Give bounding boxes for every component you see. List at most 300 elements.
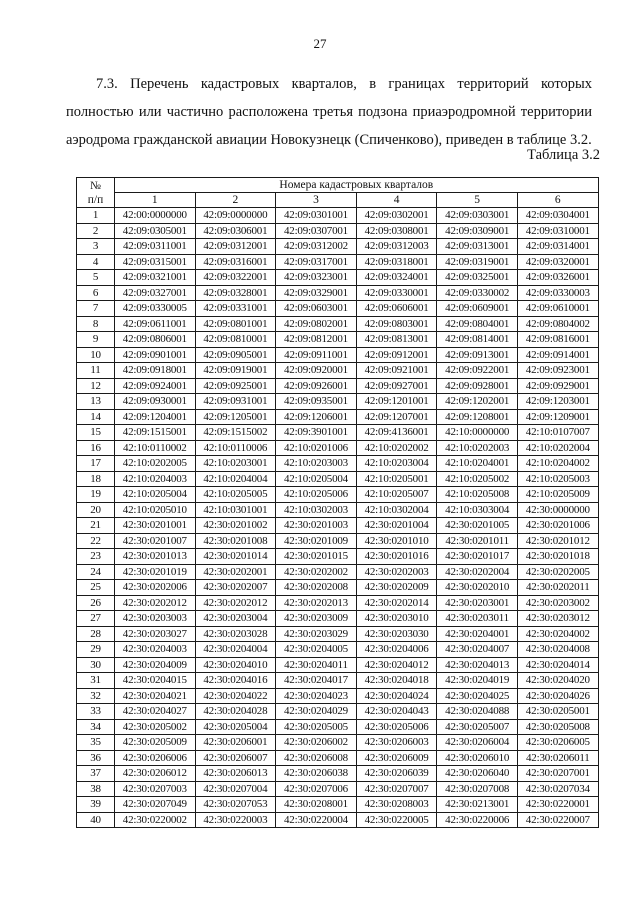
cadastral-number-cell: 42:10:0204003 xyxy=(115,471,196,487)
cadastral-number-cell: 42:30:0201001 xyxy=(115,518,196,534)
row-number-cell: 10 xyxy=(77,347,115,363)
table-row xyxy=(77,657,599,673)
cadastral-number-cell: 42:30:0203027 xyxy=(115,626,196,642)
cadastral-number-cell: 42:30:0202006 xyxy=(115,580,196,596)
cadastral-number-cell: 42:30:0201017 xyxy=(437,549,518,565)
cadastral-number-cell: 42:30:0201006 xyxy=(517,518,598,534)
cadastral-number-cell: 42:30:0204029 xyxy=(276,704,357,720)
cadastral-number-cell: 42:30:0203002 xyxy=(517,595,598,611)
cadastral-number-cell: 42:30:0205008 xyxy=(517,719,598,735)
cadastral-number-cell: 42:30:0205006 xyxy=(356,719,437,735)
row-number-cell: 29 xyxy=(77,642,115,658)
table-row xyxy=(77,347,599,363)
table-row xyxy=(77,766,599,782)
cadastral-number-cell: 42:09:0920001 xyxy=(276,363,357,379)
cadastral-number-cell: 42:09:0324001 xyxy=(356,270,437,286)
cadastral-number-cell: 42:09:0930001 xyxy=(115,394,196,410)
header-number-column xyxy=(77,178,115,208)
cadastral-number-cell: 42:30:0205007 xyxy=(437,719,518,735)
cadastral-number-cell: 42:30:0201014 xyxy=(195,549,276,565)
table-row xyxy=(77,409,599,425)
row-number-cell: 22 xyxy=(77,533,115,549)
cadastral-number-cell: 42:09:0812001 xyxy=(276,332,357,348)
cadastral-number-cell: 42:10:0110006 xyxy=(195,440,276,456)
table-row xyxy=(77,688,599,704)
cadastral-number-cell: 42:09:0306001 xyxy=(195,223,276,239)
cadastral-number-cell: 42:10:0205004 xyxy=(115,487,196,503)
cadastral-number-cell: 42:09:0922001 xyxy=(437,363,518,379)
cadastral-number-cell: 42:00:0000000 xyxy=(115,208,196,224)
cadastral-number-cell: 42:30:0203010 xyxy=(356,611,437,627)
cadastral-number-cell: 42:30:0204023 xyxy=(276,688,357,704)
cadastral-number-cell: 42:30:0205005 xyxy=(276,719,357,735)
cadastral-number-cell: 42:30:0201015 xyxy=(276,549,357,565)
cadastral-number-cell: 42:09:0315001 xyxy=(115,254,196,270)
column-number-header: 6 xyxy=(517,193,598,208)
row-number-cell: 33 xyxy=(77,704,115,720)
cadastral-number-cell: 42:09:0905001 xyxy=(195,347,276,363)
cadastral-number-cell: 42:09:0314001 xyxy=(517,239,598,255)
table-row xyxy=(77,285,599,301)
table-row xyxy=(77,363,599,379)
cadastral-number-cell: 42:10:0205009 xyxy=(517,487,598,503)
cadastral-number-cell: 42:30:0203030 xyxy=(356,626,437,642)
cadastral-number-cell: 42:30:0201009 xyxy=(276,533,357,549)
cadastral-number-cell: 42:09:0302001 xyxy=(356,208,437,224)
cadastral-number-cell: 42:09:0928001 xyxy=(437,378,518,394)
table-row xyxy=(77,564,599,580)
table-row xyxy=(77,378,599,394)
row-number-cell: 34 xyxy=(77,719,115,735)
cadastral-number-cell: 42:30:0204007 xyxy=(437,642,518,658)
cadastral-number-cell: 42:10:0202004 xyxy=(517,440,598,456)
cadastral-number-cell: 42:30:0204021 xyxy=(115,688,196,704)
cadastral-number-cell: 42:10:0301001 xyxy=(195,502,276,518)
cadastral-number-cell: 42:09:0318001 xyxy=(356,254,437,270)
cadastral-number-cell: 42:30:0207034 xyxy=(517,781,598,797)
cadastral-number-cell: 42:30:0220004 xyxy=(276,812,357,828)
cadastral-number-cell: 42:10:0203004 xyxy=(356,456,437,472)
cadastral-number-cell: 42:30:0204010 xyxy=(195,657,276,673)
cadastral-number-cell: 42:09:1209001 xyxy=(517,409,598,425)
cadastral-number-cell: 42:30:0203009 xyxy=(276,611,357,627)
cadastral-number-cell: 42:30:0201007 xyxy=(115,533,196,549)
cadastral-number-cell: 42:10:0203003 xyxy=(276,456,357,472)
table-row xyxy=(77,812,599,828)
row-number-cell: 8 xyxy=(77,316,115,332)
cadastral-number-cell: 42:30:0201010 xyxy=(356,533,437,549)
cadastral-number-cell: 42:30:0205002 xyxy=(115,719,196,735)
cadastral-number-cell: 42:30:0207006 xyxy=(276,781,357,797)
table-row xyxy=(77,595,599,611)
cadastral-number-cell: 42:30:0206012 xyxy=(115,766,196,782)
cadastral-number-cell: 42:30:0220006 xyxy=(437,812,518,828)
cadastral-number-cell: 42:09:0802001 xyxy=(276,316,357,332)
row-number-cell: 2 xyxy=(77,223,115,239)
cadastral-number-cell: 42:09:0926001 xyxy=(276,378,357,394)
cadastral-number-cell: 42:30:0000000 xyxy=(517,502,598,518)
cadastral-number-cell: 42:09:1203001 xyxy=(517,394,598,410)
cadastral-number-cell: 42:30:0203029 xyxy=(276,626,357,642)
row-number-cell: 11 xyxy=(77,363,115,379)
table-row xyxy=(77,735,599,751)
row-number-cell: 26 xyxy=(77,595,115,611)
cadastral-number-cell: 42:30:0202005 xyxy=(517,564,598,580)
cadastral-number-cell: 42:09:0929001 xyxy=(517,378,598,394)
cadastral-number-cell: 42:09:0330001 xyxy=(356,285,437,301)
cadastral-number-cell: 42:30:0204028 xyxy=(195,704,276,720)
cadastral-number-cell: 42:30:0208003 xyxy=(356,797,437,813)
cadastral-number-cell: 42:10:0303004 xyxy=(437,502,518,518)
row-number-cell: 36 xyxy=(77,750,115,766)
cadastral-number-cell: 42:09:0330005 xyxy=(115,301,196,317)
table-row xyxy=(77,704,599,720)
row-number-cell: 19 xyxy=(77,487,115,503)
intro-paragraph xyxy=(66,70,592,154)
cadastral-number-cell: 42:10:0302004 xyxy=(356,502,437,518)
table-row xyxy=(77,611,599,627)
cadastral-number-cell: 42:09:0311001 xyxy=(115,239,196,255)
cadastral-number-cell: 42:30:0206040 xyxy=(437,766,518,782)
cadastral-number-cell: 42:09:0000000 xyxy=(195,208,276,224)
cadastral-number-cell: 42:30:0206008 xyxy=(276,750,357,766)
cadastral-number-cell: 42:09:1515002 xyxy=(195,425,276,441)
cadastral-number-cell: 42:30:0203012 xyxy=(517,611,598,627)
table-row xyxy=(77,549,599,565)
cadastral-number-cell: 42:09:1205001 xyxy=(195,409,276,425)
cadastral-number-cell: 42:30:0203028 xyxy=(195,626,276,642)
table-body xyxy=(77,208,599,828)
cadastral-number-cell: 42:09:0305001 xyxy=(115,223,196,239)
table-row xyxy=(77,471,599,487)
cadastral-number-cell: 42:30:0204043 xyxy=(356,704,437,720)
cadastral-number-cell: 42:30:0205009 xyxy=(115,735,196,751)
cadastral-number-cell: 42:09:0313001 xyxy=(437,239,518,255)
cadastral-number-cell: 42:10:0202003 xyxy=(437,440,518,456)
cadastral-number-cell: 42:09:0317001 xyxy=(276,254,357,270)
cadastral-number-cell: 42:09:0330003 xyxy=(517,285,598,301)
cadastral-number-cell: 42:30:0204016 xyxy=(195,673,276,689)
cadastral-number-cell: 42:30:0207008 xyxy=(437,781,518,797)
row-number-cell: 5 xyxy=(77,270,115,286)
column-number-header: 4 xyxy=(356,193,437,208)
table-row xyxy=(77,642,599,658)
page-number: 27 xyxy=(313,36,327,51)
cadastral-number-cell: 42:09:0927001 xyxy=(356,378,437,394)
cadastral-number-cell: 42:30:0201011 xyxy=(437,533,518,549)
cadastral-number-cell: 42:09:0325001 xyxy=(437,270,518,286)
cadastral-number-cell: 42:09:0925001 xyxy=(195,378,276,394)
cadastral-number-cell: 42:30:0204026 xyxy=(517,688,598,704)
cadastral-number-cell: 42:30:0202012 xyxy=(115,595,196,611)
cadastral-number-cell: 42:09:0330002 xyxy=(437,285,518,301)
cadastral-number-cell: 42:30:0202014 xyxy=(356,595,437,611)
cadastral-number-cell: 42:30:0201003 xyxy=(276,518,357,534)
cadastral-number-cell: 42:09:0321001 xyxy=(115,270,196,286)
cadastral-number-cell: 42:09:1204001 xyxy=(115,409,196,425)
cadastral-number-cell: 42:30:0202007 xyxy=(195,580,276,596)
cadastral-number-cell: 42:09:1201001 xyxy=(356,394,437,410)
cadastral-number-cell: 42:09:0329001 xyxy=(276,285,357,301)
row-number-cell: 14 xyxy=(77,409,115,425)
cadastral-number-cell: 42:09:0912001 xyxy=(356,347,437,363)
cadastral-number-cell: 42:10:0205001 xyxy=(356,471,437,487)
cadastral-number-cell: 42:09:0331001 xyxy=(195,301,276,317)
cadastral-number-cell: 42:30:0206002 xyxy=(276,735,357,751)
cadastral-number-cell: 42:10:0000000 xyxy=(437,425,518,441)
cadastral-number-cell: 42:30:0201018 xyxy=(517,549,598,565)
cadastral-number-cell: 42:30:0207053 xyxy=(195,797,276,813)
cadastral-number-cell: 42:30:0204011 xyxy=(276,657,357,673)
cadastral-number-cell: 42:09:0806001 xyxy=(115,332,196,348)
cadastral-number-cell: 42:09:1202001 xyxy=(437,394,518,410)
cadastral-number-cell: 42:30:0206005 xyxy=(517,735,598,751)
cadastral-number-cell: 42:09:0901001 xyxy=(115,347,196,363)
cadastral-number-cell: 42:09:0814001 xyxy=(437,332,518,348)
cadastral-number-cell: 42:30:0206009 xyxy=(356,750,437,766)
cadastral-number-cell: 42:09:1206001 xyxy=(276,409,357,425)
row-number-cell: 20 xyxy=(77,502,115,518)
cadastral-number-cell: 42:30:0205004 xyxy=(195,719,276,735)
cadastral-number-cell: 42:09:1515001 xyxy=(115,425,196,441)
cadastral-number-cell: 42:10:0205002 xyxy=(437,471,518,487)
cadastral-number-cell: 42:30:0206003 xyxy=(356,735,437,751)
cadastral-number-cell: 42:30:0206004 xyxy=(437,735,518,751)
row-number-cell: 37 xyxy=(77,766,115,782)
row-number-cell: 15 xyxy=(77,425,115,441)
cadastral-number-cell: 42:09:0301001 xyxy=(276,208,357,224)
cadastral-number-cell: 42:09:0308001 xyxy=(356,223,437,239)
column-number-header: 5 xyxy=(437,193,518,208)
cadastral-number-cell: 42:10:0203001 xyxy=(195,456,276,472)
table-row xyxy=(77,440,599,456)
intro-line-2: полностью или частично расположена третья подзона приаэродромной территории xyxy=(66,104,592,120)
row-number-cell: 27 xyxy=(77,611,115,627)
cadastral-number-cell: 42:09:0320001 xyxy=(517,254,598,270)
cadastral-number-cell: 42:09:0816001 xyxy=(517,332,598,348)
table-row xyxy=(77,456,599,472)
cadastral-number-cell: 42:30:0206013 xyxy=(195,766,276,782)
cadastral-number-cell: 42:30:0207007 xyxy=(356,781,437,797)
cadastral-number-cell: 42:30:0206011 xyxy=(517,750,598,766)
cadastral-number-cell: 42:30:0207004 xyxy=(195,781,276,797)
cadastral-number-cell: 42:30:0204006 xyxy=(356,642,437,658)
cadastral-number-cell: 42:09:0911001 xyxy=(276,347,357,363)
table-row xyxy=(77,518,599,534)
cadastral-number-cell: 42:30:0205001 xyxy=(517,704,598,720)
row-number-cell: 21 xyxy=(77,518,115,534)
cadastral-number-cell: 42:10:0205006 xyxy=(276,487,357,503)
cadastral-number-cell: 42:30:0204003 xyxy=(115,642,196,658)
cadastral-number-cell: 42:30:0204008 xyxy=(517,642,598,658)
cadastral-number-cell: 42:09:0322001 xyxy=(195,270,276,286)
cadastral-number-cell: 42:10:0205003 xyxy=(517,471,598,487)
cadastral-number-cell: 42:10:0205007 xyxy=(356,487,437,503)
cadastral-number-cell: 42:30:0203003 xyxy=(115,611,196,627)
cadastral-number-cell: 42:30:0202002 xyxy=(276,564,357,580)
row-number-cell: 30 xyxy=(77,657,115,673)
cadastral-number-cell: 42:09:0803001 xyxy=(356,316,437,332)
cadastral-number-cell: 42:09:0319001 xyxy=(437,254,518,270)
cadastral-number-cell: 42:30:0202013 xyxy=(276,595,357,611)
row-number-cell: 13 xyxy=(77,394,115,410)
cadastral-number-cell: 42:30:0204019 xyxy=(437,673,518,689)
cadastral-number-cell: 42:30:0203004 xyxy=(195,611,276,627)
cadastral-number-cell: 42:09:0327001 xyxy=(115,285,196,301)
table-row xyxy=(77,797,599,813)
cadastral-number-cell: 42:10:0202005 xyxy=(115,456,196,472)
row-number-cell: 7 xyxy=(77,301,115,317)
cadastral-number-cell: 42:30:0204088 xyxy=(437,704,518,720)
table-row xyxy=(77,425,599,441)
cadastral-number-cell: 42:30:0206001 xyxy=(195,735,276,751)
cadastral-number-cell: 42:09:0603001 xyxy=(276,301,357,317)
cadastral-number-cell: 42:10:0110002 xyxy=(115,440,196,456)
cadastral-number-cell: 42:30:0204022 xyxy=(195,688,276,704)
table-row xyxy=(77,750,599,766)
table-row xyxy=(77,270,599,286)
cadastral-number-cell: 42:09:1208001 xyxy=(437,409,518,425)
cadastral-number-cell: 42:09:0326001 xyxy=(517,270,598,286)
table-row xyxy=(77,223,599,239)
table-row xyxy=(77,208,599,224)
cadastral-quarters-table xyxy=(76,177,599,828)
cadastral-number-cell: 42:30:0204005 xyxy=(276,642,357,658)
cadastral-number-cell: 42:10:0204004 xyxy=(195,471,276,487)
header-group-title: Номера кадастровых кварталов xyxy=(115,178,599,193)
cadastral-number-cell: 42:10:0204001 xyxy=(437,456,518,472)
cadastral-number-cell: 42:30:0207003 xyxy=(115,781,196,797)
cadastral-number-cell: 42:30:0202011 xyxy=(517,580,598,596)
cadastral-number-cell: 42:09:0610001 xyxy=(517,301,598,317)
cadastral-number-cell: 42:30:0201008 xyxy=(195,533,276,549)
row-number-cell: 38 xyxy=(77,781,115,797)
table-row xyxy=(77,502,599,518)
cadastral-number-cell: 42:09:0323001 xyxy=(276,270,357,286)
cadastral-number-cell: 42:09:0316001 xyxy=(195,254,276,270)
cadastral-number-cell: 42:30:0204024 xyxy=(356,688,437,704)
cadastral-number-cell: 42:30:0220002 xyxy=(115,812,196,828)
cadastral-number-cell: 42:30:0203001 xyxy=(437,595,518,611)
cadastral-number-cell: 42:30:0204027 xyxy=(115,704,196,720)
cadastral-number-cell: 42:30:0204012 xyxy=(356,657,437,673)
cadastral-number-cell: 42:30:0201016 xyxy=(356,549,437,565)
cadastral-number-cell: 42:30:0204009 xyxy=(115,657,196,673)
cadastral-number-cell: 42:10:0107007 xyxy=(517,425,598,441)
table-row xyxy=(77,239,599,255)
cadastral-number-cell: 42:09:0931001 xyxy=(195,394,276,410)
table-row xyxy=(77,394,599,410)
table-row xyxy=(77,673,599,689)
cadastral-number-cell: 42:09:0921001 xyxy=(356,363,437,379)
cadastral-number-cell: 42:30:0204004 xyxy=(195,642,276,658)
cadastral-number-cell: 42:09:0611001 xyxy=(115,316,196,332)
table-row xyxy=(77,301,599,317)
row-number-cell: 3 xyxy=(77,239,115,255)
cadastral-number-cell: 42:30:0202012 xyxy=(195,595,276,611)
cadastral-number-cell: 42:30:0202003 xyxy=(356,564,437,580)
cadastral-number-cell: 42:30:0204014 xyxy=(517,657,598,673)
column-number-header: 3 xyxy=(276,193,357,208)
cadastral-number-cell: 42:30:0204018 xyxy=(356,673,437,689)
cadastral-number-cell: 42:09:3901001 xyxy=(276,425,357,441)
cadastral-number-cell: 42:09:1207001 xyxy=(356,409,437,425)
cadastral-number-cell: 42:09:0309001 xyxy=(437,223,518,239)
cadastral-number-cell: 42:30:0220007 xyxy=(517,812,598,828)
cadastral-number-cell: 42:10:0302003 xyxy=(276,502,357,518)
cadastral-number-cell: 42:30:0207001 xyxy=(517,766,598,782)
cadastral-number-cell: 42:30:0204015 xyxy=(115,673,196,689)
cadastral-number-cell: 42:30:0208001 xyxy=(276,797,357,813)
table-row xyxy=(77,332,599,348)
cadastral-number-cell: 42:30:0201004 xyxy=(356,518,437,534)
cadastral-number-cell: 42:30:0204001 xyxy=(437,626,518,642)
cadastral-number-cell: 42:10:0205005 xyxy=(195,487,276,503)
cadastral-number-cell: 42:09:0312003 xyxy=(356,239,437,255)
cadastral-number-cell: 42:09:0801001 xyxy=(195,316,276,332)
cadastral-number-cell: 42:09:0606001 xyxy=(356,301,437,317)
cadastral-number-cell: 42:30:0204025 xyxy=(437,688,518,704)
cadastral-number-cell: 42:09:0609001 xyxy=(437,301,518,317)
cadastral-number-cell: 42:09:0328001 xyxy=(195,285,276,301)
cadastral-number-cell: 42:30:0204020 xyxy=(517,673,598,689)
cadastral-number-cell: 42:30:0220001 xyxy=(517,797,598,813)
row-number-cell: 1 xyxy=(77,208,115,224)
cadastral-number-cell: 42:30:0206010 xyxy=(437,750,518,766)
cadastral-number-cell: 42:30:0201002 xyxy=(195,518,276,534)
cadastral-number-cell: 42:09:0307001 xyxy=(276,223,357,239)
cadastral-number-cell: 42:30:0213001 xyxy=(437,797,518,813)
cadastral-number-cell: 42:09:0804001 xyxy=(437,316,518,332)
row-number-cell: 12 xyxy=(77,378,115,394)
cadastral-number-cell: 42:09:0310001 xyxy=(517,223,598,239)
cadastral-number-cell: 42:10:0205010 xyxy=(115,502,196,518)
table-row xyxy=(77,580,599,596)
cadastral-number-cell: 42:10:0204002 xyxy=(517,456,598,472)
cadastral-number-cell: 42:30:0207049 xyxy=(115,797,196,813)
cadastral-number-cell: 42:10:0205004 xyxy=(276,471,357,487)
row-number-cell: 35 xyxy=(77,735,115,751)
cadastral-number-cell: 42:30:0206006 xyxy=(115,750,196,766)
intro-line-1: 7.3. Перечень кадастровых кварталов, в границах территорий которых xyxy=(96,76,592,92)
cadastral-number-cell: 42:30:0201013 xyxy=(115,549,196,565)
intro-line-3: аэродрома гражданской авиации Новокузнецк (Спиченково), приведен в таблице 3.2. xyxy=(66,132,592,148)
cadastral-number-cell: 42:09:0913001 xyxy=(437,347,518,363)
header-number-symbol: № xyxy=(90,179,101,192)
cadastral-number-cell: 42:09:0924001 xyxy=(115,378,196,394)
cadastral-number-cell: 42:30:0201019 xyxy=(115,564,196,580)
table-row xyxy=(77,533,599,549)
row-number-cell: 40 xyxy=(77,812,115,828)
cadastral-number-cell: 42:30:0203011 xyxy=(437,611,518,627)
cadastral-number-cell: 42:10:0205008 xyxy=(437,487,518,503)
cadastral-number-cell: 42:30:0202004 xyxy=(437,564,518,580)
cadastral-number-cell: 42:09:0804002 xyxy=(517,316,598,332)
row-number-cell: 31 xyxy=(77,673,115,689)
row-number-cell: 39 xyxy=(77,797,115,813)
cadastral-number-cell: 42:09:4136001 xyxy=(356,425,437,441)
cadastral-number-cell: 42:09:0813001 xyxy=(356,332,437,348)
column-number-header: 1 xyxy=(115,193,196,208)
row-number-cell: 25 xyxy=(77,580,115,596)
cadastral-number-cell: 42:10:0201006 xyxy=(276,440,357,456)
table-row xyxy=(77,719,599,735)
header-number-abbrev: п/п xyxy=(87,193,104,206)
cadastral-number-cell: 42:30:0220005 xyxy=(356,812,437,828)
cadastral-number-cell: 42:09:0303001 xyxy=(437,208,518,224)
row-number-cell: 23 xyxy=(77,549,115,565)
table-header-row-2 xyxy=(77,193,599,208)
